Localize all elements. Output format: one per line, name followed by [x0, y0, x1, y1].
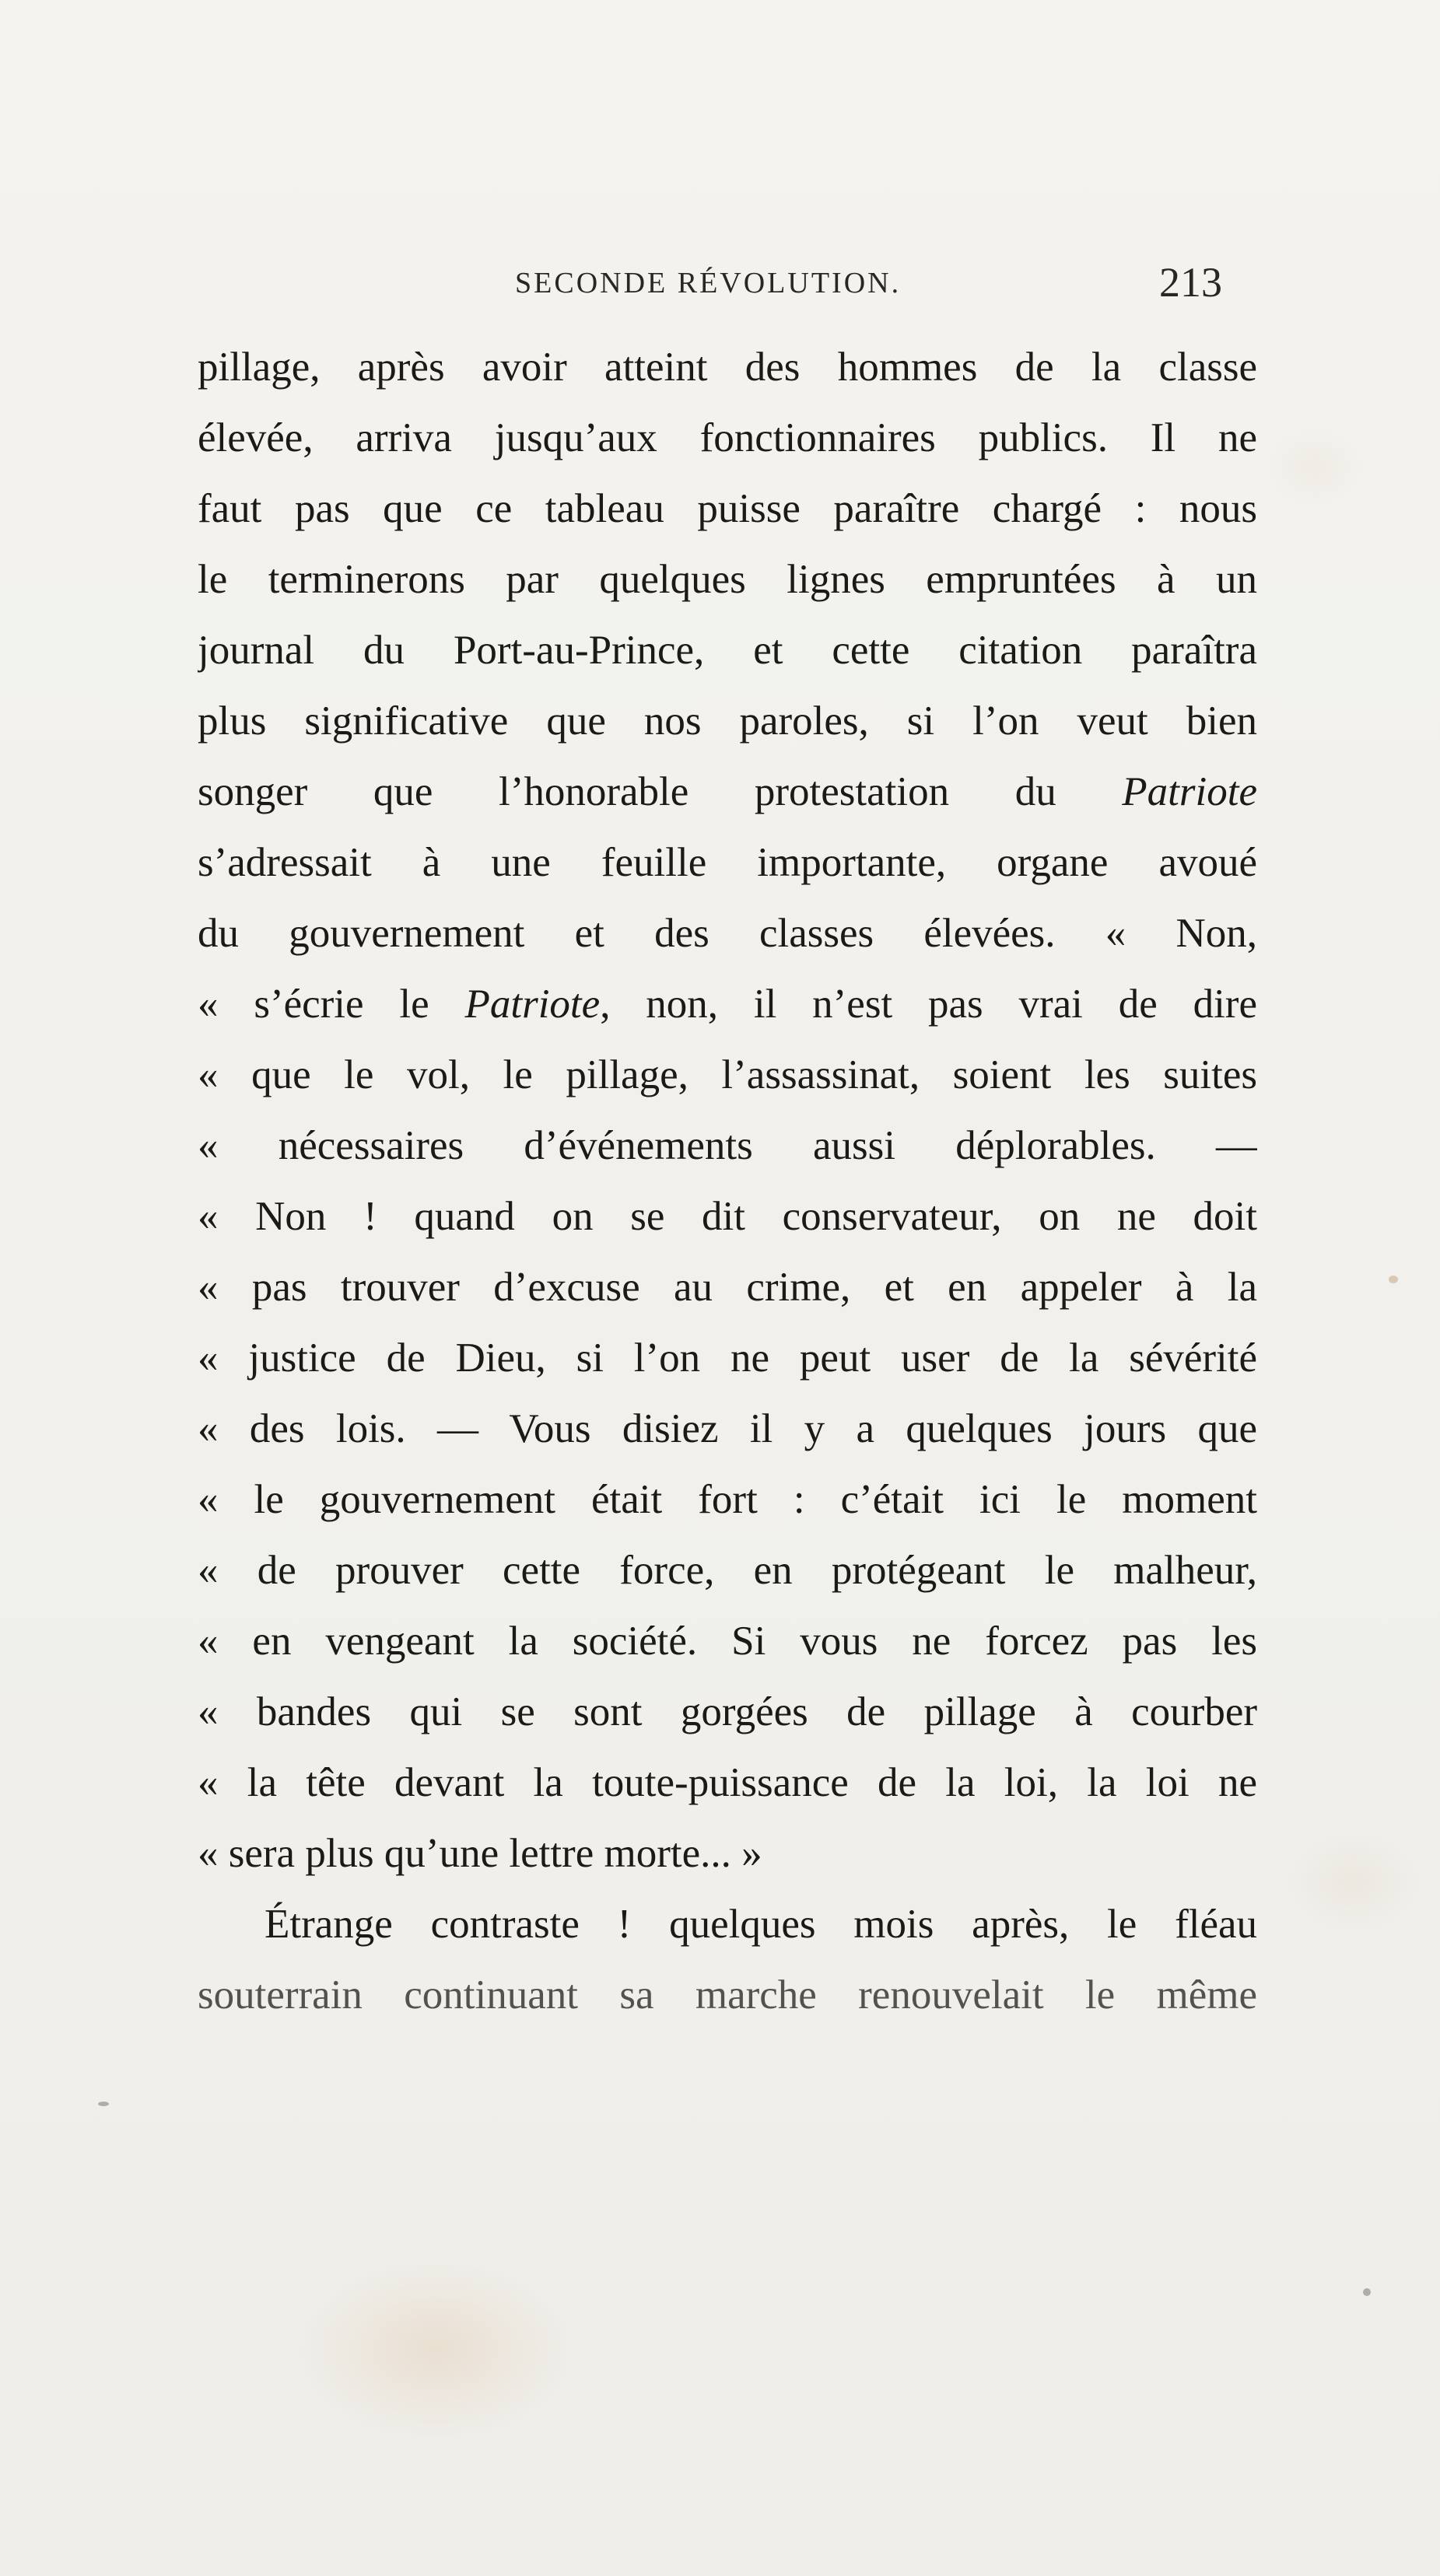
- text-line-10: « s’écrie le Patriote, non, il n’est pas vrai de dire: [198, 982, 1257, 1027]
- page-number: 213: [1159, 259, 1222, 306]
- running-head: [0, 258, 1440, 320]
- text-line-13: « Non ! quand on se dit conservateur, on ne doit: [198, 1194, 1257, 1239]
- text-line-14: « pas trouver d’excuse au crime, et en appeler à la: [198, 1265, 1257, 1310]
- text-line-6: plus significative que nos paroles, si l’on veut bien: [198, 698, 1257, 744]
- text-line-19: « en vengeant la société. Si vous ne forcez pas les: [198, 1619, 1257, 1664]
- text-line-7: songer que l’honorable protestation du Patriote: [198, 769, 1257, 814]
- text-line-12: « nécessaires d’événements aussi déplorables. —: [198, 1123, 1257, 1168]
- text-line-11: « que le vol, le pillage, l’assassinat, soient les suites: [198, 1052, 1257, 1097]
- text-line-20: « bandes qui se sont gorgées de pillage à courber: [198, 1689, 1257, 1734]
- text-line-17: « le gouvernement était fort : c’était ici le moment: [198, 1477, 1257, 1522]
- ink-speck: [1363, 2288, 1371, 2296]
- text-line-4: le terminerons par quelques lignes empruntées à un: [198, 557, 1257, 602]
- text-line-24: souterrain continuant sa marche renouvelait le même: [198, 1972, 1257, 2018]
- running-head-title: SECONDE RÉVOLUTION.: [515, 267, 902, 299]
- italic-word: Patriote: [464, 982, 601, 1027]
- body-text: [198, 332, 1257, 2031]
- text-line-21: « la tête devant la toute-puissance de la loi, la loi ne: [198, 1760, 1257, 1805]
- text-line-3: faut pas que ce tableau puisse paraître chargé : nous: [198, 486, 1257, 531]
- text-line-22: « sera plus qu’une lettre morte... »: [198, 1831, 762, 1876]
- text-line-16: « des lois. — Vous disiez il y a quelques jours que: [198, 1406, 1257, 1451]
- text-line-2: élevée, arriva jusqu’aux fonctionnaires publics. Il ne: [198, 415, 1257, 460]
- text-line-1: pillage, après avoir atteint des hommes de la classe: [198, 345, 1257, 390]
- text-line-8: s’adressait à une feuille importante, organe avoué: [198, 840, 1257, 885]
- ink-speck: [1389, 1276, 1398, 1283]
- text-line-5: journal du Port-au-Prince, et cette citation paraîtra: [198, 628, 1257, 673]
- italic-word: Patriote: [1122, 769, 1257, 814]
- text-line-9: du gouvernement et des classes élevées. « Non,: [198, 911, 1257, 956]
- text-line-18: « de prouver cette force, en protégeant le malheur,: [198, 1548, 1257, 1593]
- text-line-15: « justice de Dieu, si l’on ne peut user de la sévérité: [198, 1335, 1257, 1381]
- text-line-23: Étrange contraste ! quelques mois après, le fléau: [265, 1902, 1257, 1947]
- ink-speck: [98, 2102, 109, 2106]
